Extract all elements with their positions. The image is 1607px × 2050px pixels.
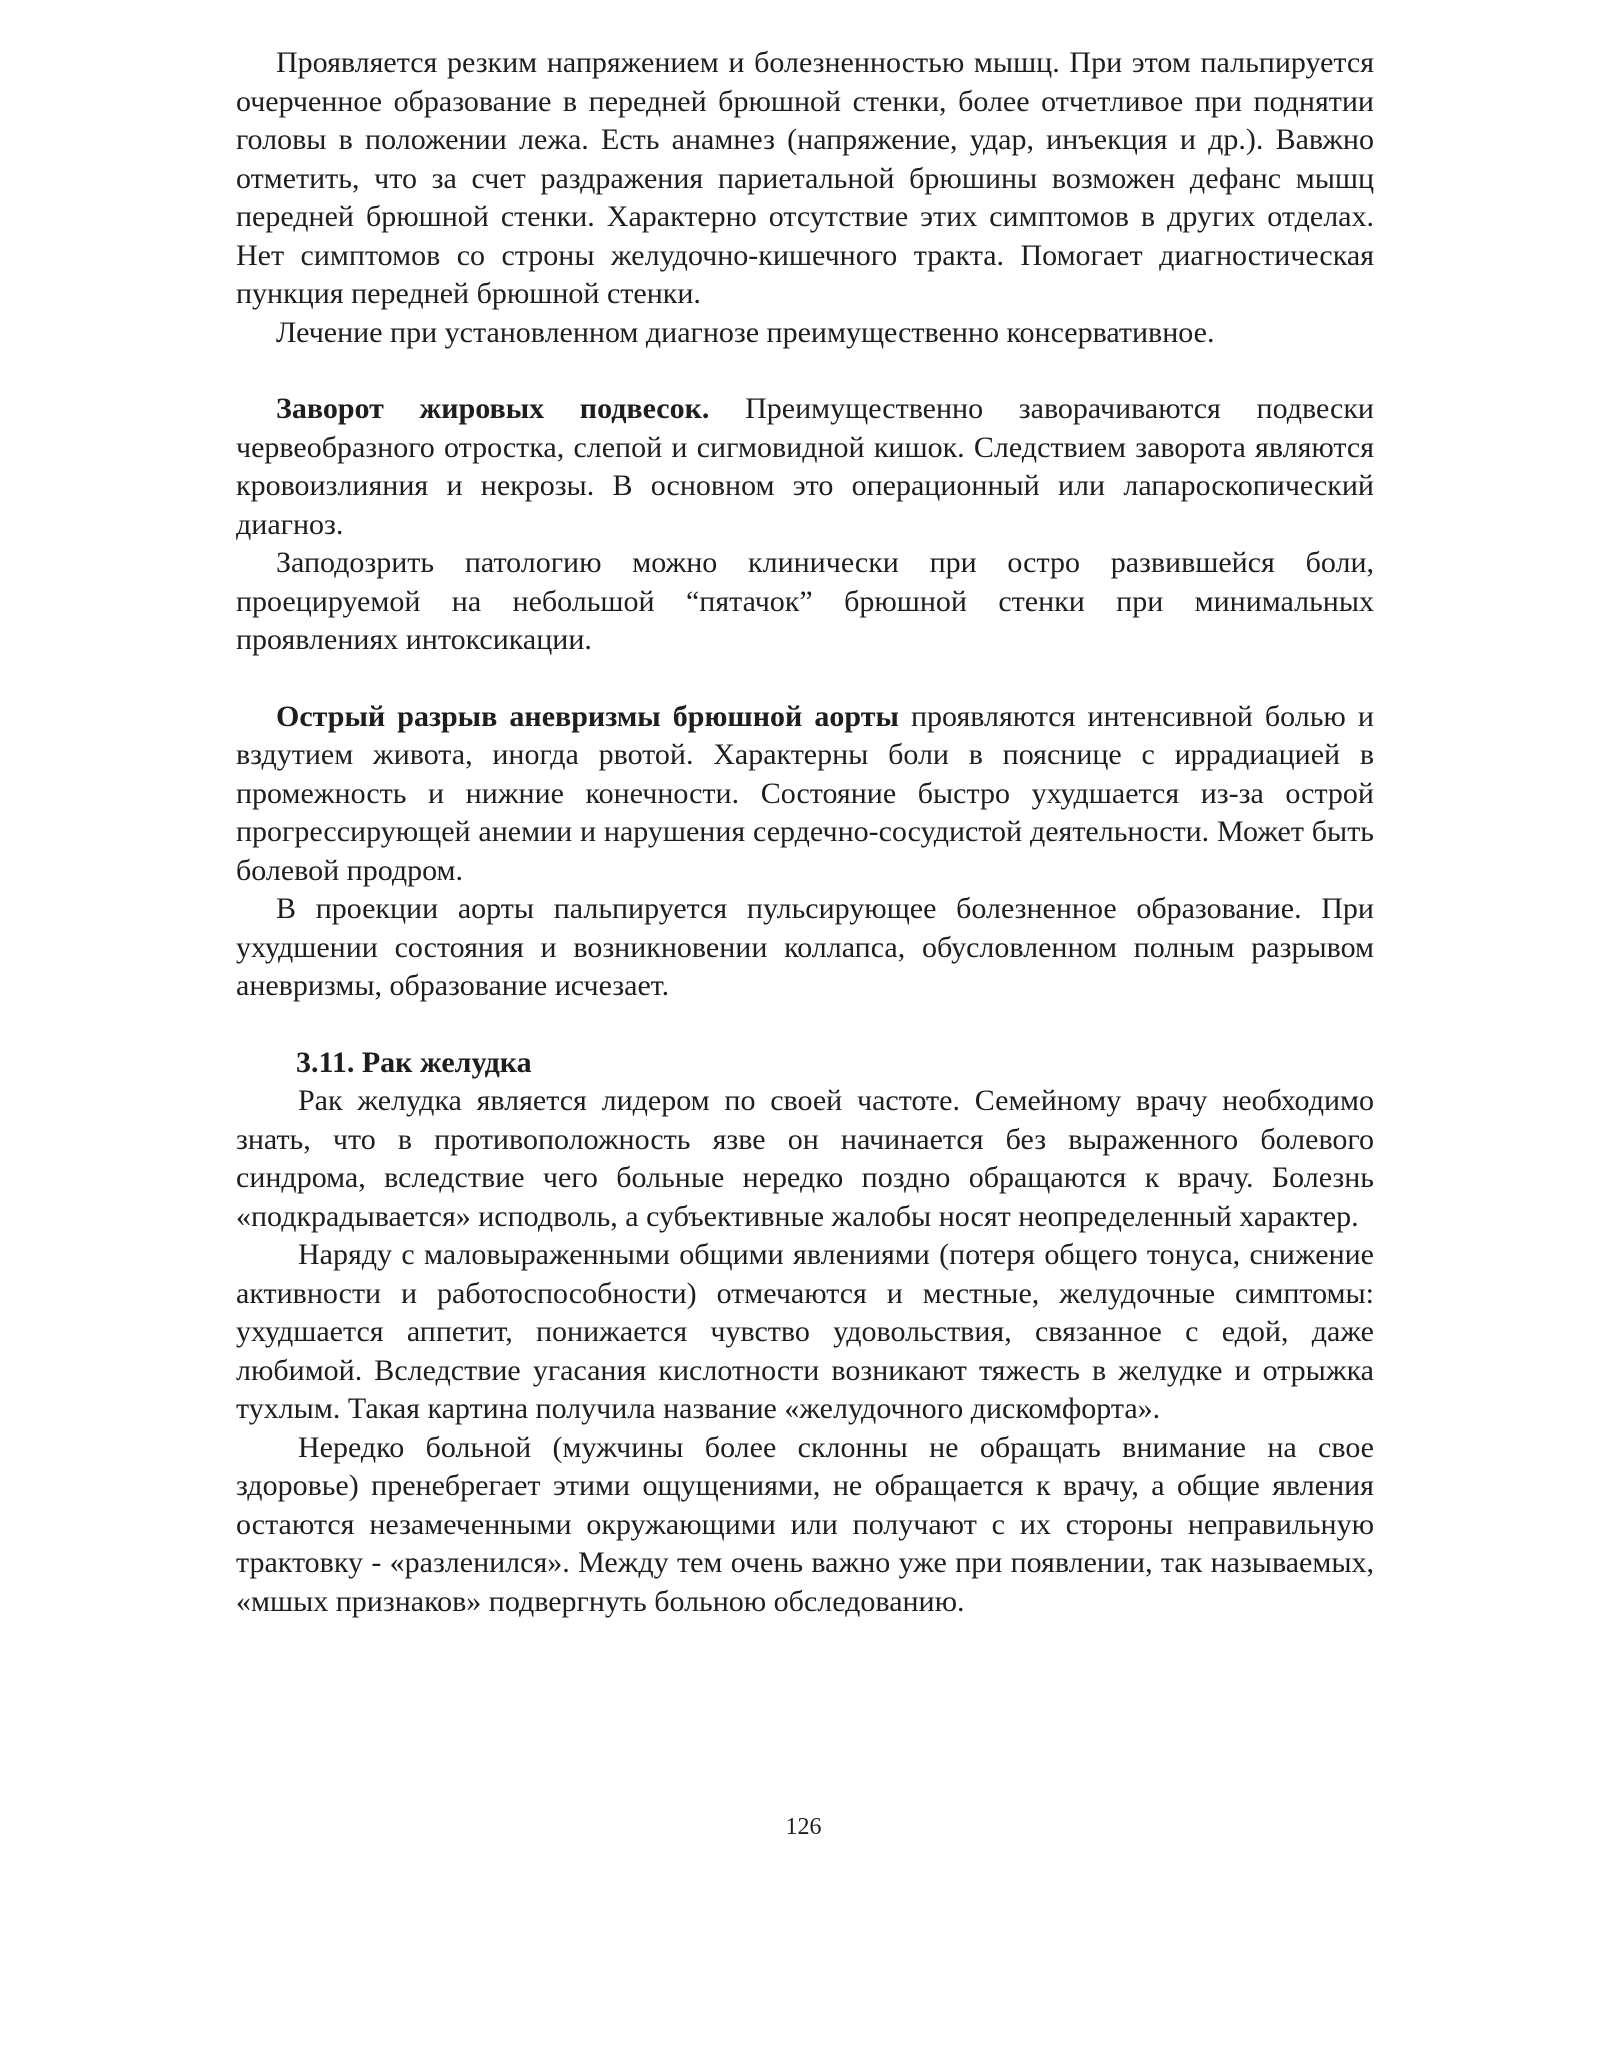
spacer	[236, 1006, 1374, 1044]
paragraph-fat-appendage-torsion	[236, 390, 1374, 544]
paragraph-stomach-cancer-symptoms: Наряду с маловыраженными общими явлениями (потеря общего тонуса, снижение активности и работоспособности) отмечаются и местные, желудочные симптомы: ухудшается аппетит, понижается чувство удовольствия, связанное с едой, даже любимой. Вследствие угасания кислотности возникают тяжесть в желудке и отрыжка тухлым. Такая картина получила название «желудочного дискомфорта».	[236, 1238, 1374, 1425]
page-body	[236, 44, 1374, 1621]
paragraph-text: проявляются интенсивной болью и вздутием живота, иногда рвотой. Характерны боли в пояснице с иррадиацией в промежность и нижние конечности. Состояние быстро ухудшается из-за острой прогрессирующей анемии и нарушения сердечно-сосудистой деятельности. Может быть болевой продром.	[236, 699, 1374, 887]
paragraph-aortic-aneurysm-rupture	[236, 698, 1374, 891]
section-heading: 3.11. Рак желудка	[296, 1045, 532, 1079]
term-aortic-aneurysm-rupture: Острый разрыв аневризмы брюшной аорты	[276, 699, 899, 733]
paragraph-torsion-suspicion: Заподозрить патологию можно клинически при остро развившейся боли, проецируемой на небольшой “пятачок” брюшной стенки при минимальных проявлениях интоксикации.	[236, 546, 1374, 656]
spacer	[236, 660, 1374, 698]
paragraph-stomach-cancer-intro: Рак желудка является лидером по своей частоте. Семейному врачу необходимо знать, что в противоположность язве он начинается без выраженного болевого синдрома, вследствие чего больные нередко поздно обращаются к врачу. Болезнь «подкрадывается» исподволь, а субъективные жалобы носят неопределенный характер.	[236, 1084, 1374, 1233]
paragraph-stomach-cancer-neglect: Нередко больной (мужчины более склонны не обращать внимание на свое здоровье) пренебрегает этими ощущениями, не обращается к врачу, а общие явления остаются незамеченными окружающими или получают с их стороны неправильную трактовку - «разленился». Между тем очень важно уже при появлении, так называемых, «мшых признаков» подвергнуть больною обследованию.	[236, 1430, 1374, 1618]
page-number: 126	[785, 1814, 822, 1840]
spacer	[236, 352, 1374, 390]
paragraph-muscle-hematoma: Проявляется резким напряжением и болезненностью мышц. При этом пальпируется очерченное образование в передней брюшной стенки, более отчетливое при поднятии головы в положении лежа. Есть анамнез (напряжение, удар, инъекция и др.). Вавжно отметить, что за счет раздражения париетальной брюшины возможен дефанс мышц передней брюшной стенки. Характерно отсутствие этих симптомов в других отделах. Нет симптомов со строны желудочно-кишечного тракта. Помогает диагностическая пункция передней брюшной стенки.	[236, 46, 1374, 310]
paragraph-text: Преимущественно заворачиваются подвески червеобразного отростка, слепой и сигмовидной кишок. Следствием заворота являются кровоизлияния и некрозы. В основном это операционный или лапароскопический диагноз.	[236, 392, 1374, 541]
paragraph-aorta-palpation: В проекции аорты пальпируется пульсирующее болезненное образование. При ухудшении состояния и возникновении коллапса, обусловленном полным разрывом аневризмы, образование исчезает.	[236, 892, 1374, 1002]
term-fat-appendage-torsion: Заворот жировых подвесок.	[276, 392, 710, 425]
paragraph-treatment: Лечение при установленном диагнозе преимущественно консервативное.	[276, 315, 1215, 349]
